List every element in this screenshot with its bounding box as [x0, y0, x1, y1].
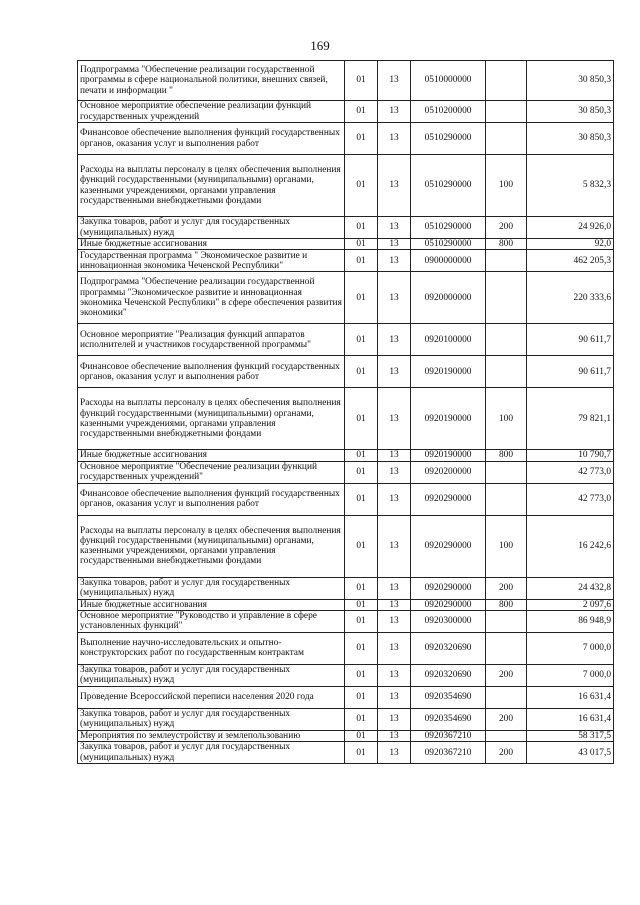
row-subsection-code: 13: [378, 239, 411, 250]
row-expense-type: 200: [486, 708, 527, 730]
row-expense-type: [486, 686, 527, 708]
row-subsection-code: 13: [378, 217, 411, 239]
row-subsection-code: 13: [378, 123, 411, 155]
row-subsection-code: 13: [378, 515, 411, 577]
row-expense-type: 200: [486, 742, 527, 764]
row-section-code: 01: [345, 632, 378, 664]
row-target-article: 0920190000: [411, 388, 486, 450]
row-target-article: 0920367210: [411, 742, 486, 764]
table-row: [78, 686, 614, 708]
budget-table: [77, 60, 614, 764]
row-expense-type: [486, 324, 527, 356]
table-row: [78, 61, 614, 101]
row-section-code: 01: [345, 450, 378, 461]
table-row: [78, 239, 614, 250]
row-subsection-code: 13: [378, 664, 411, 686]
table-row: [78, 461, 614, 483]
table-row: [78, 599, 614, 610]
row-amount: 86 948,9: [527, 610, 614, 632]
row-section-code: 01: [345, 599, 378, 610]
row-target-article: 0900000000: [411, 250, 486, 272]
row-expense-type: [486, 356, 527, 388]
row-section-code: 01: [345, 461, 378, 483]
row-name: Иные бюджетные ассигнования: [78, 450, 345, 461]
row-target-article: 0920290000: [411, 515, 486, 577]
row-expense-type: 100: [486, 388, 527, 450]
row-amount: 42 773,0: [527, 461, 614, 483]
row-name: Основное мероприятие "Реализация функций аппаратов исполнителей и участников государственной программы": [78, 324, 345, 356]
row-target-article: 0510200000: [411, 101, 486, 123]
row-expense-type: [486, 461, 527, 483]
row-section-code: 01: [345, 686, 378, 708]
row-amount: 7 000,0: [527, 664, 614, 686]
row-subsection-code: 13: [378, 450, 411, 461]
row-section-code: 01: [345, 664, 378, 686]
table-row: [78, 324, 614, 356]
row-amount: 16 242,6: [527, 515, 614, 577]
row-section-code: 01: [345, 577, 378, 599]
row-target-article: 0920000000: [411, 272, 486, 324]
row-name: Закупка товаров, работ и услуг для государственных (муниципальных) нужд: [78, 217, 345, 239]
row-amount: 16 631,4: [527, 708, 614, 730]
row-section-code: 01: [345, 324, 378, 356]
row-expense-type: 200: [486, 664, 527, 686]
row-amount: 42 773,0: [527, 483, 614, 515]
row-amount: 30 850,3: [527, 101, 614, 123]
row-expense-type: [486, 61, 527, 101]
row-expense-type: [486, 272, 527, 324]
row-expense-type: 800: [486, 450, 527, 461]
row-name: Основное мероприятие обеспечение реализации функций государственных учреждений: [78, 101, 345, 123]
row-section-code: 01: [345, 155, 378, 217]
row-target-article: 0920290000: [411, 483, 486, 515]
row-name: Иные бюджетные ассигнования: [78, 239, 345, 250]
row-section-code: 01: [345, 250, 378, 272]
row-target-article: 0510290000: [411, 123, 486, 155]
table-row: [78, 730, 614, 741]
row-expense-type: 800: [486, 599, 527, 610]
row-section-code: 01: [345, 217, 378, 239]
row-target-article: 0920354690: [411, 686, 486, 708]
row-section-code: 01: [345, 708, 378, 730]
row-target-article: 0920320690: [411, 632, 486, 664]
row-amount: 92,0: [527, 239, 614, 250]
row-subsection-code: 13: [378, 461, 411, 483]
row-name: Расходы на выплаты персоналу в целях обеспечения выполнения функций государственными (муниципальными) органами, казенными учреждениями, органами управления государственными внебюджетными фондами: [78, 155, 345, 217]
row-subsection-code: 13: [378, 324, 411, 356]
row-expense-type: [486, 123, 527, 155]
table-row: [78, 388, 614, 450]
table-row: [78, 356, 614, 388]
row-name: Проведение Всероссийской переписи населения 2020 года: [78, 686, 345, 708]
row-amount: 7 000,0: [527, 632, 614, 664]
table-row: [78, 483, 614, 515]
row-subsection-code: 13: [378, 730, 411, 741]
row-expense-type: 200: [486, 217, 527, 239]
row-target-article: 0920367210: [411, 730, 486, 741]
table-row: [78, 123, 614, 155]
row-name: Основное мероприятие "Обеспечение реализации функций государственных учреждений": [78, 461, 345, 483]
row-subsection-code: 13: [378, 686, 411, 708]
row-amount: 90 611,7: [527, 324, 614, 356]
row-amount: 16 631,4: [527, 686, 614, 708]
row-name: Закупка товаров, работ и услуг для государственных (муниципальных) нужд: [78, 742, 345, 764]
row-name: Расходы на выплаты персоналу в целях обеспечения выполнения функций государственными (муниципальными) органами, казенными учреждениями, органами управления государственными внебюджетными фондами: [78, 515, 345, 577]
row-expense-type: [486, 250, 527, 272]
table-row: [78, 664, 614, 686]
row-name: Закупка товаров, работ и услуг для государственных (муниципальных) нужд: [78, 708, 345, 730]
row-section-code: 01: [345, 123, 378, 155]
row-amount: 220 333,6: [527, 272, 614, 324]
row-target-article: 0920100000: [411, 324, 486, 356]
row-name: Государственная программа " Экономическое развитие и инновационная экономика Чеченской Республики": [78, 250, 345, 272]
row-name: Финансовое обеспечение выполнения функций государственных органов, оказания услуг и выполнения работ: [78, 356, 345, 388]
row-subsection-code: 13: [378, 155, 411, 217]
row-section-code: 01: [345, 356, 378, 388]
row-subsection-code: 13: [378, 483, 411, 515]
table-row: [78, 217, 614, 239]
row-subsection-code: 13: [378, 632, 411, 664]
table-row: [78, 272, 614, 324]
row-name: Закупка товаров, работ и услуг для государственных (муниципальных) нужд: [78, 664, 345, 686]
row-subsection-code: 13: [378, 61, 411, 101]
row-subsection-code: 13: [378, 388, 411, 450]
table-row: [78, 155, 614, 217]
row-amount: 5 832,3: [527, 155, 614, 217]
row-section-code: 01: [345, 742, 378, 764]
row-name: Основное мероприятие "Руководство и управление в сфере установленных функций": [78, 610, 345, 632]
row-subsection-code: 13: [378, 101, 411, 123]
row-amount: 24 432,8: [527, 577, 614, 599]
row-section-code: 01: [345, 61, 378, 101]
row-expense-type: [486, 730, 527, 741]
row-section-code: 01: [345, 239, 378, 250]
row-name: Подпрограмма "Обеспечение реализации государственной программы "Экономическое развитие и инновационная экономика Чеченской Республики" в сфере обеспечения развития экономики": [78, 272, 345, 324]
row-amount: 30 850,3: [527, 61, 614, 101]
row-target-article: 0920190000: [411, 450, 486, 461]
row-subsection-code: 13: [378, 250, 411, 272]
row-name: Подпрограмма "Обеспечение реализации государственной программы в сфере национальной политики, внешних связей, печати и информации ": [78, 61, 345, 101]
row-expense-type: 200: [486, 577, 527, 599]
table-row: [78, 610, 614, 632]
table-row: [78, 101, 614, 123]
row-name: Иные бюджетные ассигнования: [78, 599, 345, 610]
table-row: [78, 577, 614, 599]
row-section-code: 01: [345, 101, 378, 123]
row-name: Расходы на выплаты персоналу в целях обеспечения выполнения функций государственными (муниципальными) органами, казенными учреждениями, органами управления государственными внебюджетными фондами: [78, 388, 345, 450]
row-target-article: 0510000000: [411, 61, 486, 101]
row-name: Закупка товаров, работ и услуг для государственных (муниципальных) нужд: [78, 577, 345, 599]
page-number: 169: [310, 38, 330, 53]
row-section-code: 01: [345, 483, 378, 515]
row-subsection-code: 13: [378, 599, 411, 610]
table-row: [78, 632, 614, 664]
row-expense-type: [486, 610, 527, 632]
row-amount: 24 926,0: [527, 217, 614, 239]
row-target-article: 0920200000: [411, 461, 486, 483]
row-amount: 79 821,1: [527, 388, 614, 450]
row-section-code: 01: [345, 272, 378, 324]
row-subsection-code: 13: [378, 356, 411, 388]
row-target-article: 0510290000: [411, 239, 486, 250]
row-name: Финансовое обеспечение выполнения функций государственных органов, оказания услуг и выполнения работ: [78, 483, 345, 515]
row-target-article: 0920300000: [411, 610, 486, 632]
row-expense-type: [486, 101, 527, 123]
row-target-article: 0510290000: [411, 155, 486, 217]
row-amount: 43 017,5: [527, 742, 614, 764]
row-amount: 2 097,6: [527, 599, 614, 610]
row-target-article: 0920190000: [411, 356, 486, 388]
row-target-article: 0920320690: [411, 664, 486, 686]
row-section-code: 01: [345, 730, 378, 741]
table-row: [78, 515, 614, 577]
row-name: Финансовое обеспечение выполнения функций государственных органов, оказания услуг и выполнения работ: [78, 123, 345, 155]
row-section-code: 01: [345, 388, 378, 450]
row-amount: 10 790,7: [527, 450, 614, 461]
budget-table-body: [78, 61, 614, 764]
row-amount: 462 205,3: [527, 250, 614, 272]
row-expense-type: [486, 632, 527, 664]
table-row: [78, 708, 614, 730]
row-subsection-code: 13: [378, 708, 411, 730]
table-row: [78, 742, 614, 764]
row-name: Мероприятия по землеустройству и землепользованию: [78, 730, 345, 741]
row-section-code: 01: [345, 515, 378, 577]
row-amount: 58 317,5: [527, 730, 614, 741]
table-row: [78, 450, 614, 461]
row-expense-type: 800: [486, 239, 527, 250]
row-target-article: 0920354690: [411, 708, 486, 730]
row-subsection-code: 13: [378, 577, 411, 599]
row-expense-type: 100: [486, 515, 527, 577]
row-target-article: 0510290000: [411, 217, 486, 239]
row-subsection-code: 13: [378, 742, 411, 764]
row-subsection-code: 13: [378, 610, 411, 632]
row-section-code: 01: [345, 610, 378, 632]
row-expense-type: 100: [486, 155, 527, 217]
row-target-article: 0920290000: [411, 577, 486, 599]
row-amount: 30 850,3: [527, 123, 614, 155]
row-expense-type: [486, 483, 527, 515]
row-amount: 90 611,7: [527, 356, 614, 388]
row-subsection-code: 13: [378, 272, 411, 324]
row-target-article: 0920290000: [411, 599, 486, 610]
row-name: Выполнение научно-исследовательских и опытно-конструкторских работ по государственным контрактам: [78, 632, 345, 664]
table-row: [78, 250, 614, 272]
